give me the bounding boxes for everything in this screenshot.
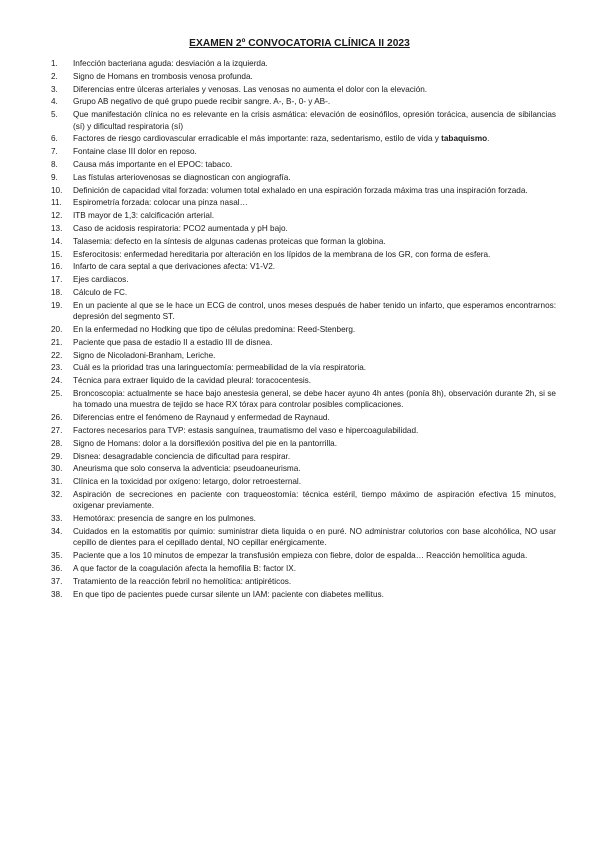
item-number: 7. — [51, 147, 58, 157]
item-trailing-punctuation: . — [487, 134, 490, 144]
item-number: 24. — [51, 376, 63, 386]
item-text: Diferencias entre úlceras arteriales y venosas. Las venosas no aumenta el dolor con la elevación. — [73, 84, 428, 94]
list-item — [51, 71, 556, 82]
item-text: En que tipo de pacientes puede cursar silente un IAM: paciente con diabetes mellitus. — [73, 589, 384, 599]
item-text: Clínica en la toxicidad por oxígeno: letargo, dolor retroesternal. — [73, 477, 302, 487]
item-text: Signo de Homans: dolor a la dorsiflexión positiva del pie en la pantorrilla. — [73, 438, 337, 448]
item-number: 34. — [51, 526, 63, 536]
item-text: Las fístulas arteriovenosas se diagnostican con angiografía. — [73, 172, 291, 182]
item-number: 9. — [51, 172, 58, 182]
item-number: 38. — [51, 589, 63, 599]
item-number: 32. — [51, 489, 63, 499]
item-text: Grupo AB negativo de qué grupo puede recibir sangre. A-, B-, 0- y AB-. — [73, 97, 331, 107]
list-item — [51, 550, 556, 561]
item-text: Cuidados en la estomatitis por quimio: suministrar dieta liquida o en puré. NO administrar colutorios con base alcohólica, NO usar cepillo de dientes para el cepillado dental, NO cepillar enérgicamente. — [73, 526, 556, 548]
list-item — [51, 133, 556, 144]
list-item — [51, 350, 556, 361]
item-text: A que factor de la coagulación afecta la hemofilia B: factor IX. — [73, 563, 297, 573]
item-text: Factores necesarios para TVP: estasis sanguínea, traumatismo del vaso e hipercoagulabilidad. — [73, 425, 419, 435]
list-item — [51, 109, 556, 132]
item-number: 12. — [51, 211, 63, 221]
list-item — [51, 563, 556, 574]
item-number: 4. — [51, 97, 58, 107]
list-item — [51, 261, 556, 272]
item-text: En la enfermedad no Hodking que tipo de células predomina: Reed-Stenberg. — [73, 324, 356, 334]
list-item — [51, 223, 556, 234]
item-text: Broncoscopia: actualmente se hace bajo anestesia general, se debe hacer ayuno 4h antes (ponía 8h), observación durante 2h, si se ha tomado una muestra de tejido se hace RX tórax para controlar posibles complicaciones. — [73, 388, 556, 410]
item-number: 3. — [51, 84, 58, 94]
item-text: Infarto de cara septal a que derivaciones afecta: V1-V2. — [73, 262, 276, 272]
item-number: 13. — [51, 223, 63, 233]
item-number: 14. — [51, 236, 63, 246]
item-text: Paciente que a los 10 minutos de empezar la transfusión empieza con fiebre, dolor de espalda… Reacción hemolítica aguda. — [73, 551, 528, 561]
item-number: 22. — [51, 350, 63, 360]
item-number: 20. — [51, 324, 63, 334]
item-number: 17. — [51, 275, 63, 285]
item-number: 37. — [51, 576, 63, 586]
list-item — [51, 324, 556, 335]
item-text: Esferocitosis: enfermedad hereditaria por alteración en los lípidos de la membrana de los GR, con forma de esfera. — [73, 249, 491, 259]
list-item — [51, 362, 556, 373]
item-text: Ejes cardiacos. — [73, 275, 129, 285]
page-title: EXAMEN 2º CONVOCATORIA CLÍNICA II 2023 — [189, 38, 410, 49]
item-text: Aspiración de secreciones en paciente con traqueostomía: técnica estéril, tiempo máximo de aspiración efectiva 15 minutos, oxigenar previamente. — [73, 489, 556, 511]
list-item — [51, 476, 556, 487]
item-text: Cuál es la prioridad tras una laringuectomía: permeabilidad de la vía respiratoria. — [73, 363, 367, 373]
list-item — [51, 146, 556, 157]
list-item — [51, 425, 556, 436]
item-text: Fontaine clase III dolor en reposo. — [73, 147, 197, 157]
list-item — [51, 172, 556, 183]
item-number: 23. — [51, 363, 63, 373]
item-number: 30. — [51, 464, 63, 474]
item-number: 1. — [51, 59, 58, 68]
list-item — [51, 287, 556, 298]
item-text: Hemotórax: presencia de sangre en los pulmones. — [73, 514, 256, 524]
list-item — [51, 84, 556, 95]
item-text: Cálculo de FC. — [73, 287, 128, 297]
item-number: 15. — [51, 249, 63, 259]
list-item — [51, 526, 556, 549]
list-item — [51, 463, 556, 474]
item-number: 10. — [51, 185, 63, 195]
item-number: 6. — [51, 134, 58, 144]
list-item — [51, 375, 556, 386]
list-item — [51, 576, 556, 587]
list-item — [51, 58, 556, 69]
item-text: Factores de riesgo cardiovascular erradicable el más importante: raza, sedentarismo, estilo de vida y — [73, 134, 442, 144]
item-text: Espirometría forzada: colocar una pinza nasal… — [73, 198, 248, 208]
list-item — [51, 249, 556, 260]
item-number: 31. — [51, 477, 63, 487]
list-item — [51, 185, 556, 196]
item-number: 18. — [51, 287, 63, 297]
item-text: Que manifestación clínica no es relevante en la crisis asmática: elevación de eosinófilos, opresión torácica, ausencia de sibilancias (sí) y dificultad respiratoria (sí) — [73, 110, 556, 131]
item-text: Definición de capacidad vital forzada: volumen total exhalado en una espiración forzada máxima tras una inspiración forzada. — [73, 185, 528, 195]
list-item — [51, 412, 556, 423]
item-text: Técnica para extraer liquido de la cavidad pleural: toracocentesis. — [73, 376, 312, 386]
list-item — [51, 337, 556, 348]
item-emphasis: tabaquismo — [441, 134, 488, 144]
item-text: Disnea: desagradable conciencia de dificultad para respirar. — [73, 451, 291, 461]
list-item — [51, 159, 556, 170]
item-text: Signo de Nicoladoni-Branham, Leriche. — [73, 350, 216, 360]
item-text: Aneurisma que solo conserva la adventicia: pseudoaneurisma. — [73, 464, 301, 474]
list-item — [51, 489, 556, 512]
item-text: En un paciente al que se le hace un ECG de control, unos meses después de haber tenido un infarto, que esperamos encontrarnos: depresión del segmento ST. — [73, 300, 556, 322]
question-list — [51, 58, 556, 601]
item-number: 2. — [51, 71, 58, 81]
item-number: 25. — [51, 388, 63, 398]
list-item — [51, 274, 556, 285]
item-number: 26. — [51, 413, 63, 423]
list-item — [51, 388, 556, 411]
item-text: Diferencias entre el fenómeno de Raynaud y enfermedad de Raynaud. — [73, 413, 330, 423]
item-text: Talasemia: defecto en la síntesis de algunas cadenas proteicas que forman la globina. — [73, 236, 386, 246]
item-text: Causa más importante en el EPOC: tabaco. — [73, 159, 233, 169]
list-item — [51, 589, 556, 600]
item-text: ITB mayor de 1,3: calcificación arterial. — [73, 211, 215, 221]
item-text: Infección bacteriana aguda: desviación a la izquierda. — [73, 59, 268, 68]
item-number: 36. — [51, 563, 63, 573]
list-item — [51, 438, 556, 449]
item-number: 16. — [51, 262, 63, 272]
list-item — [51, 197, 556, 208]
list-item — [51, 236, 556, 247]
item-number: 28. — [51, 438, 63, 448]
list-item — [51, 451, 556, 462]
item-text: Tratamiento de la reacción febril no hemolítica: antipiréticos. — [73, 576, 292, 586]
item-number: 33. — [51, 514, 63, 524]
list-item — [51, 210, 556, 221]
list-item — [51, 96, 556, 107]
list-item — [51, 300, 556, 323]
item-number: 19. — [51, 300, 63, 310]
item-text: Signo de Homans en trombosis venosa profunda. — [73, 71, 253, 81]
item-number: 27. — [51, 425, 63, 435]
item-number: 5. — [51, 110, 58, 120]
item-number: 35. — [51, 551, 63, 561]
item-number: 8. — [51, 159, 58, 169]
item-text: Paciente que pasa de estadio II a estadio III de disnea. — [73, 337, 273, 347]
item-number: 21. — [51, 337, 63, 347]
item-text: Caso de acidosis respiratoria: PCO2 aumentada y pH bajo. — [73, 223, 288, 233]
list-item — [51, 513, 556, 524]
item-number: 29. — [51, 451, 63, 461]
item-number: 11. — [51, 198, 62, 208]
